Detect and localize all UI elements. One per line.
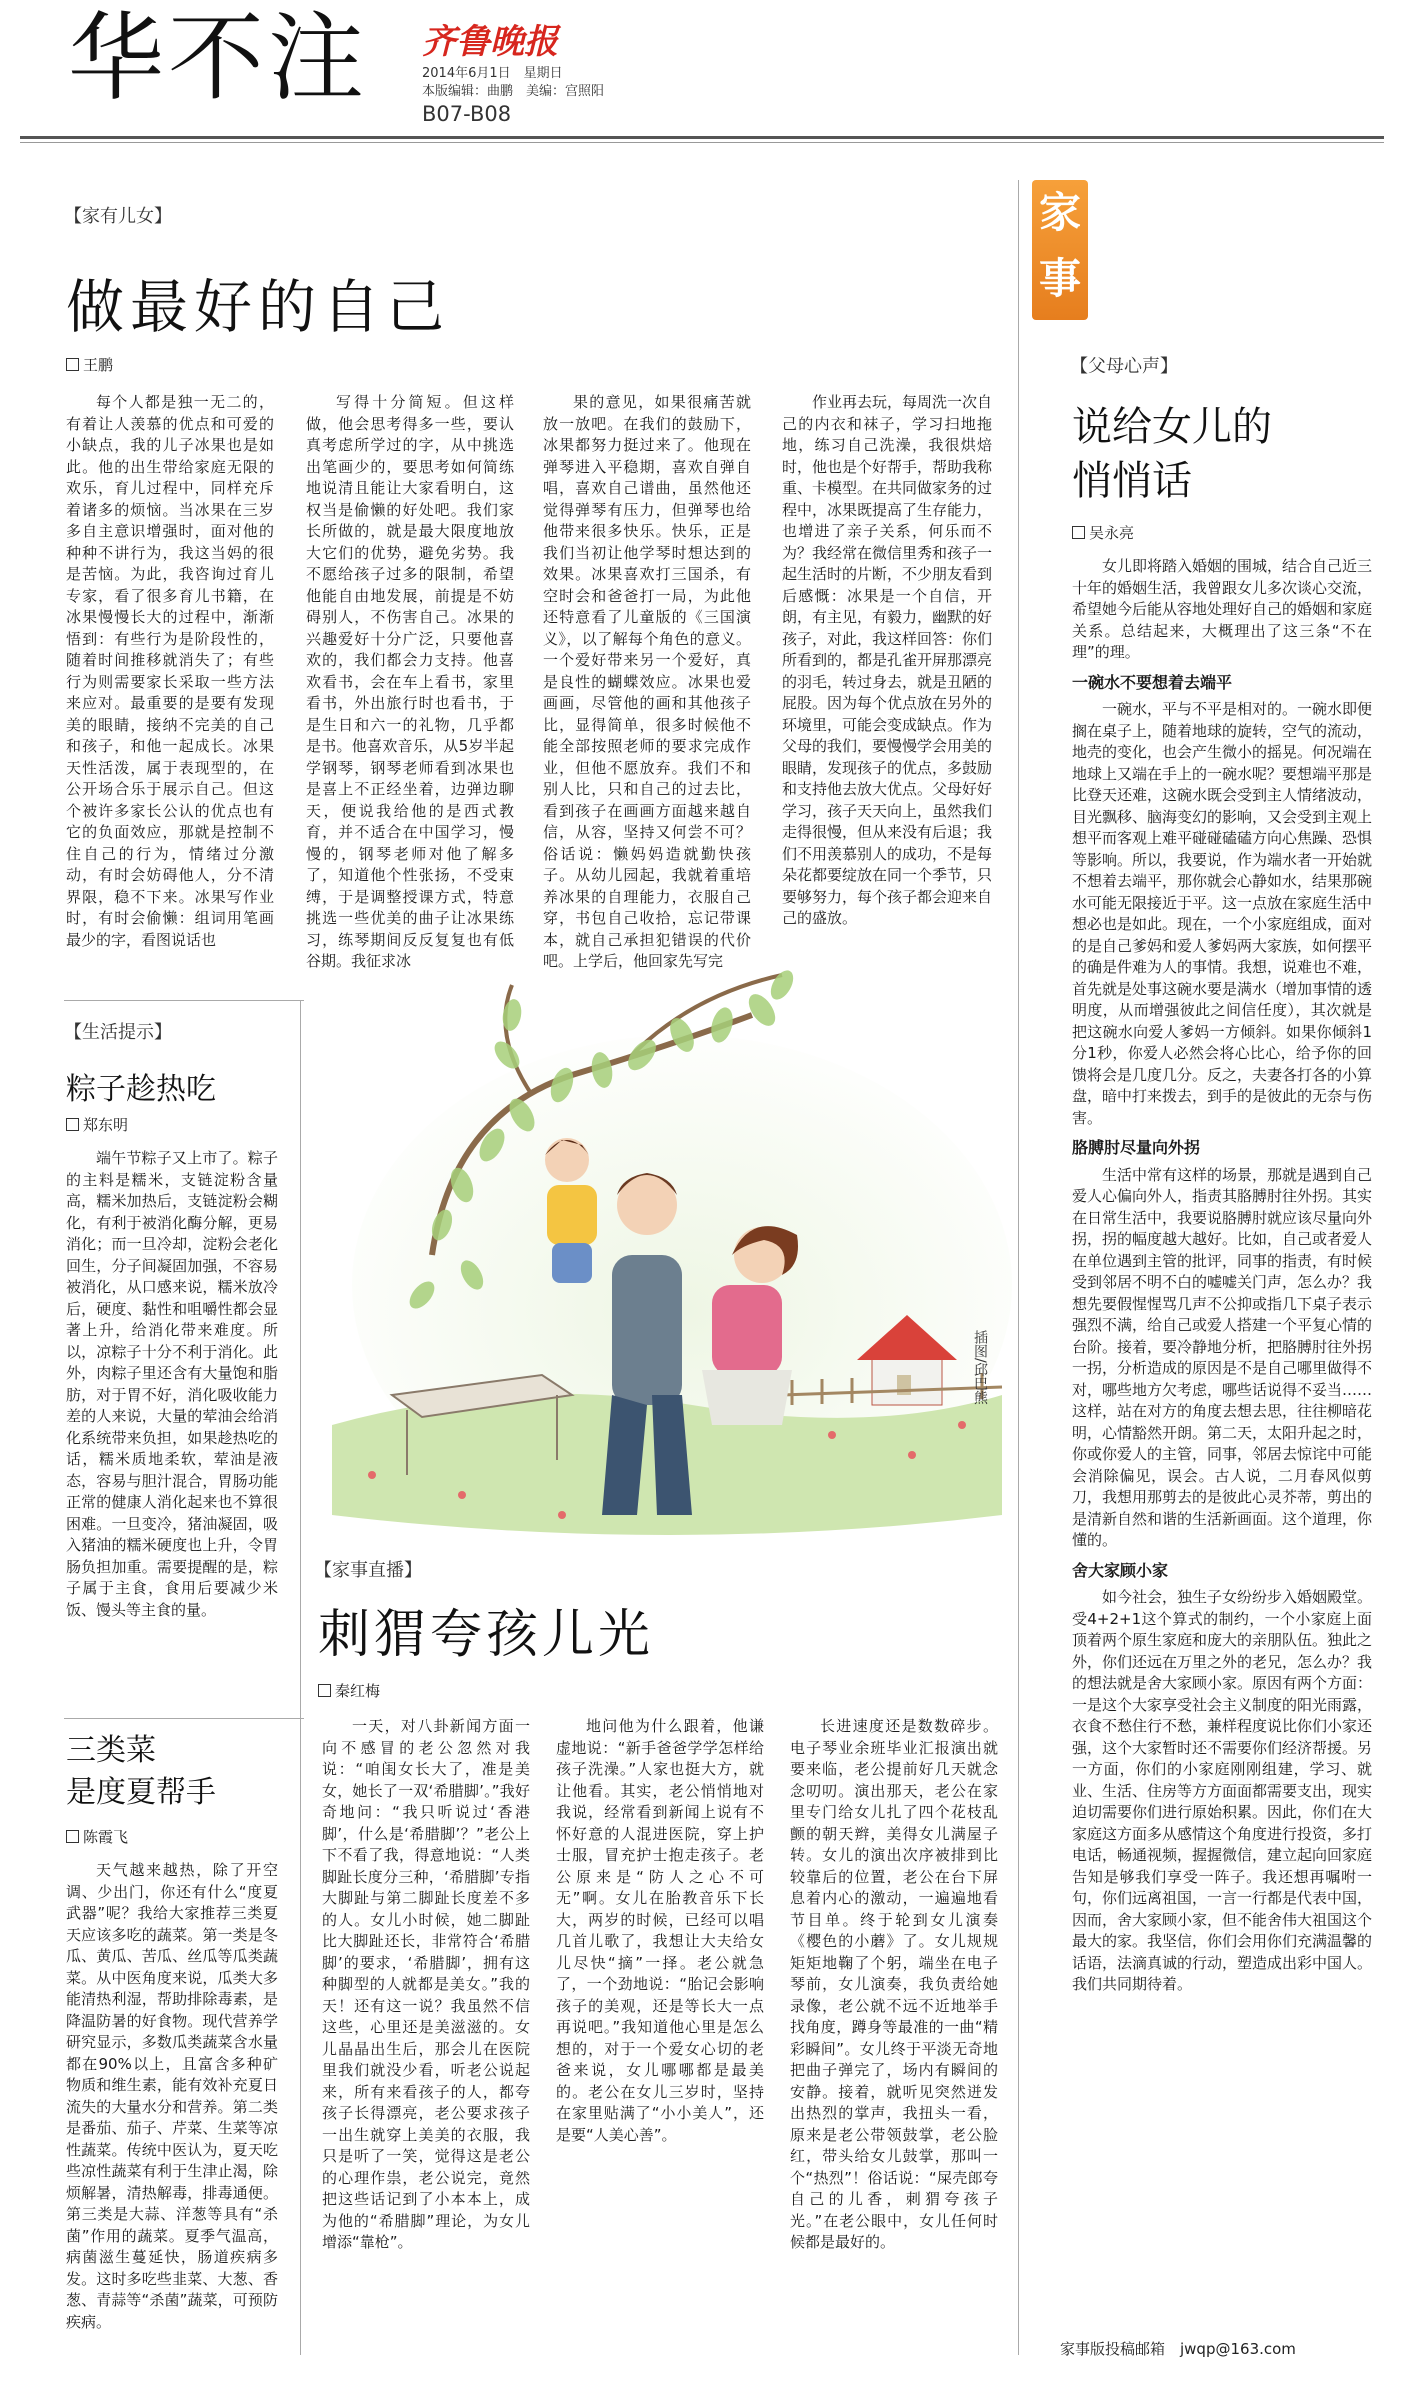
editor-line: 本版编辑：曲鹏 美编：宫照阳 <box>422 84 605 99</box>
page-range: B07-B08 <box>422 102 512 126</box>
father-body <box>1072 556 1372 2336</box>
masthead-rule-thin <box>20 142 1384 143</box>
main-column-3: 果的意见，如果很痛苦就放一放吧。在我们的鼓励下，冰果都努力挺过来了。他现在弹琴进入平稳期，喜欢自弹自唱，喜欢自己谱曲，虽然他还觉得弹琴有压力，但弹琴也给他带来很多快乐。快乐，正是我们当初让他学琴时想达到的效果。冰果喜欢打三国杀，有空时会和爸爸打一局，为此他还特意看了儿童版的《三国演义》，以了解每个角色的意义。一个爱好带来另一个爱好，真是良性的蝴蝶效应。冰果也爱画画，尽管他的画和其他孩子比，显得简单，很多时候他不能全部按照老师的要求完成作业，但他不愿放弃。我们不和别人比，只和自己的过去比，看到孩子在画画方面越来越自信，从容，坚持又何尝不可？俗话说：懒妈妈造就勤快孩子。从幼儿园起，我就着重培养冰果的自理能力，衣服自己穿，书包自己收拾，忘记带课本，就自己承担犯错误的代价吧。上学后，他回家先写完 <box>543 393 751 970</box>
family-illustration <box>312 955 1012 1545</box>
section-title: 华不注 <box>68 2 368 114</box>
father-subhead-1: 一碗水不要想着去端平 <box>1072 672 1233 692</box>
illustration-caption: 插图/邱巴熊 <box>972 1330 988 1405</box>
father-section-2: 生活中常有这样的场景，那就是遇到自己爱人心偏向外人，指责其胳膊肘往外拐。其实在日常生活中，我要说胳膊肘就应该尽量向外拐，拐的幅度越大越好。比如，自己或者爱人在单位遇到主管的批评，同事的指责，有时候受到邻居不明不白的嘘嘘关门声，怎么办？我想先要假惺惺骂几声不公抑或指几下桌子表示强烈不满，给自己或爱人搭建一个平复心情的台阶。接着，要冷静地分析，把胳膊肘往外拐一拐，分析造成的原因是不是自己哪里做得不对，哪些地方欠考虑，哪些话说得不妥当……这样，站在对方的角度去想去思，往往柳暗花明，心情豁然开朗。第二天，太阳升起之时，你或你爱人的主管，同事，邻居去惊诧中可能会消除偏见，误会。古人说，二月春风似剪刀，我想用那剪去的是彼此心灵芥蒂，剪出的是清新自然和谐的生活新画面。这个道理，你懂的。 <box>1072 1165 1373 1549</box>
byline-box-icon <box>66 1118 79 1131</box>
ciwei-byline: 秦红梅 <box>318 1680 380 1701</box>
father-section-1: 一碗水，平与不平是相对的。一碗水即便搁在桌子上，随着地球的旋转，空气的流动，地壳的变化，也会产生微小的摇晃。何况端在地球上又端在手上的一碗水呢？要想端平那是比登天还难，这碗水既会受到主人情绪波动，目光飘移、脑海变幻的影响，又会受到主观上想平而客观上难平碰碰磕磕方向心焦躁、恐惧等影响。所以，我要说，作为端水者一开始就不想着去端平，那你就会心静如水，结果那碗水可能无限接近于平。这一点放在家庭生活中想必也是如此。现在，一个小家庭组成，面对的是自己爹妈和爱人爹妈两大家族，如何摆平的确是件难为人的事情。我想，说难也不难，首先就是处事这碗水要是满水（增加事情的透明度，从而增强彼此之间信任度），其次就是把这碗水向爱人爹妈一方倾斜。如果你倾斜1分1秒，你爱人必然会将心比心，给予你的回馈将会是几度几分。反之，夫妻各打各的小算盘，暗中打来拨去，到手的是彼此的无奈与伤害。 <box>1072 700 1373 1127</box>
byline-box-icon <box>318 1684 331 1697</box>
father-section-3: 如今社会，独生子女纷纷步入婚姻殿堂。受4+2+1这个算式的制约，一个小家庭上面顶着两个原生家庭和庞大的亲朋队伍。独此之外，你们还远在万里之外的老兄，怎么办？我的想法就是舍大家顾小家。原因有两个方面：一是这个大家享受社会主义制度的阳光雨露，衣食不愁住行不愁，兼样程度说比你们小家还强，这个大家暂时还不需要你们经济帮援。另一方面，你们的小家庭刚刚组建，学习、就业、生活、住房等方方面面都需要支出，现实迫切需要你们进行原始积累。因此，你们在大家庭这方面多从感情这个角度进行投资，多打电话，畅通视频，握握微信，建立起向回家庭告知是够我们享受一阵子。我还想再嘱咐一句，你们远离祖国，一言一行都是代表中国，因而，舍大家顾小家，但不能舍伟大祖国这个最大的家。我坚信，你们会用你们充满温馨的话语，法滴真诚的行动，塑造成出彩中国人。我们共同期待着。 <box>1072 1588 1373 1993</box>
cai-body: 天气越来越热，除了开空调、少出门，你还有什么“度夏武器”呢？我给大家推荐三类夏天应该多吃的蔬菜。第一类是冬瓜、黄瓜、苦瓜、丝瓜等瓜类蔬菜。从中医角度来说，瓜类大多能清热利湿，帮助排除毒素，是降温防暑的好食物。现代营养学研究显示，多数瓜类蔬菜含水量都在90%以上，且富含多种矿物质和维生素，能有效补充夏日流失的大量水分和营养。第二类是番茄、茄子、芹菜、生菜等凉性蔬菜。传统中医认为，夏天吃些凉性蔬菜有利于生津止渴，除烦解暑，清热解毒，排毒通便。第三类是大蒜、洋葱等具有“杀菌”作用的蔬菜。夏季气温高，病菌滋生蔓延快，肠道疾病多发。这时多吃些韭菜、大葱、香葱、青蒜等“杀菌”蔬菜，可预防疾病。 <box>66 1861 278 2331</box>
date-line: 2014年6月1日 星期日 <box>422 66 563 81</box>
father-subhead-2: 胳膊肘尽量向外拐 <box>1072 1138 1201 1157</box>
father-subhead-3: 舍大家顾小家 <box>1072 1560 1169 1580</box>
ciwei-column-1: 一天，对八卦新闻方面一向不感冒的老公忽然对我说：“咱闺女长大了，准是美女，她长了一双‘希腊脚’。”我好奇地问：“我只听说过‘香港脚’，什么是‘希腊脚’？”老公上下不看了我，得意地说：“人类脚趾长度分三种，‘希腊脚’专指大脚趾与第二脚趾长度差不多的人。女儿小时候，她二脚趾比大脚趾还长，非常符合‘希腊脚’的要求，‘希腊脚’，拥有这种脚型的人就都是美女。”我的天！还有这一说？我虽然不信这些，心里还是美滋滋的。女儿晶晶出生后，那会儿在医院里我们就没少看，听老公说起来，所有来看孩子的人，都夸孩子长得漂亮，老公要求孩子一出生就穿上美美的衣服，我只是听了一笑，觉得这是老公的心理作祟，老公说完，竟然把这些话记到了小本本上，成为他的“希腊脚”理论，为女儿增添“靠枪”。 <box>322 1717 530 2251</box>
main-byline: 王鹏 <box>66 354 113 375</box>
left-column-divider <box>300 1000 301 2355</box>
father-headline: 说给女儿的 悄悄话 <box>1072 404 1272 504</box>
main-column-4: 作业再去玩，每周洗一次自己的内衣和袜子，学习扫地拖地，练习自己洗澡，我很烘焙时，他也是个好帮手，帮助我称重、卡模型。在共同做家务的过程中，冰果既提高了生存能力，也增进了亲子关系，何乐而不为？我经常在微信里秀和孩子一起生活时的片断，不少朋友看到后感慨：冰果是一个自信，开朗，有主见，有毅力，幽默的好孩子，对此，我这样回答：你们所看到的，都是孔雀开屏那漂亮的羽毛，转过身去，就是丑陋的屁股。因为每个优点放在另外的环境里，可能会变成缺点。作为父母的我们，要慢慢学会用美的眼睛，发现孩子的优点，多鼓励和支持他去放大优点。父母好好学习，孩子天天向上，虽然我们走得很慢，但从来没有后退；我们不用羡慕别人的成功，不是每朵花都要绽放在同一个季节，只要够努力，每个孩子都会迎来自己的盛放。 <box>782 393 993 927</box>
father-byline: 吴永亮 <box>1072 522 1134 543</box>
section-tag-live: 【家事直播】 <box>314 1556 428 1582</box>
cai-byline: 陈霞飞 <box>66 1826 128 1847</box>
byline-box-icon <box>66 358 79 371</box>
main-headline: 做最好的自己 <box>66 273 451 341</box>
masthead-rule <box>20 136 1384 139</box>
main-column-1: 每个人都是独一无二的，有着让人羡慕的优点和可爱的小缺点，我的儿子冰果也是如此。他的出生带给家庭无限的欢乐，育儿过程中，同样充斥着诸多的烦恼。当冰果在三岁多自主意识增强时，面对他的种种不讲行为，我这当妈的很是苦恼。为此，我咨询过育儿专家，看了很多育儿书籍，在冰果慢慢长大的过程中，渐渐悟到：有些行为是阶段性的，随着时间推移就消失了；有些行为则需要家长采取一些方法来应对。最重要的是要有发现美的眼睛，接纳不完美的自己和孩子，和他一起成长。冰果天性活泼，属于表现型的，在公开场合乐于展示自己。但这个被许多家长公认的优点也有它的负面效应，那就是控制不住自己的行为，情绪过分激动，有时会妨碍他人，分不清界限，稳不下来。冰果写作业时，有时会偷懒：组词用笔画最少的字，看图说话也 <box>66 393 274 949</box>
ciwei-headline: 刺猬夸孩儿光 <box>318 1605 655 1665</box>
submission-email: 家事版投稿邮箱 jwqp@163.com <box>1060 2340 1296 2358</box>
byline-box-icon <box>66 1830 79 1843</box>
cai-headline: 三类菜 是度夏帮手 <box>66 1733 216 1810</box>
main-column-2: 写得十分简短。但这样做，他会思考得多一些，要认真考虑所学过的字，从中挑选出笔画少的，要思考如何简练地说清且能让大家看明白，这权当是偷懒的好处吧。我们家长所做的，就是最大限度地放大它们的优势，避免劣势。我不愿给孩子过多的限制，希望他能自由地发展，前提是不妨碍别人，不伤害自己。冰果的兴趣爱好十分广泛，只要他喜欢的，我们都会力支持。他喜欢看书，会在车上看书，家里看书，外出旅行时也看书，于是生日和六一的礼物，几乎都是书。他喜欢音乐，从5岁半起学钢琴，钢琴老师看到冰果也是喜上不正经坐着，边弹边聊天，便说我给他的是西式教育，并不适合在中国学习，慢慢的，钢琴老师对他了解多了，知道他个性张扬，不受束缚，于是调整授课方式，特意挑选一些优美的曲子让冰果练习，练琴期间反反复复也有低谷期。我征求冰 <box>306 393 514 970</box>
section-tag-father: 【父母心声】 <box>1070 356 1178 377</box>
section-divider <box>64 1718 304 1719</box>
section-tag-main: 【家有儿女】 <box>64 206 172 227</box>
ciwei-column-3: 长进速度还是数数碎步。电子琴业余班毕业汇报演出就要来临，老公提前好几天就念念叨叨。演出那天，老公在家里专门给女儿扎了四个花枝乱颤的朝天辫，美得女儿满屋子转。女儿的演出次序被排到比较靠后的位置，老公在台下屏息着内心的激动，一遍遍地看节目单。终于轮到女儿演奏《樱色的小蘑》了。女儿规规矩矩地鞠了个躬，端坐在电子琴前，女儿演奏，我负责给她录像，老公就不远不近地举手找角度，蹲身等最准的一曲“精彩瞬间”。女儿终于平淡无奇地把曲子弹完了，场内有瞬间的安静。接着，就听见突然迸发出热烈的掌声，我扭头一看，原来是老公带领鼓掌，老公脸红，带头给女儿鼓掌，那叫一个“热烈”！俗话说：“屎壳郎夸自己的儿香，刺猬夸孩子光。”在老公眼中，女儿任何时候都是最好的。 <box>790 1717 998 2251</box>
section-badge <box>1032 180 1088 320</box>
column-divider <box>1018 180 1019 2355</box>
byline-box-icon <box>1072 526 1085 539</box>
zongzi-byline: 郑东明 <box>66 1114 128 1135</box>
badge-char-2: 事 <box>1038 254 1081 303</box>
badge-char-1: 家 <box>1038 188 1081 237</box>
father-intro: 女儿即将踏入婚姻的围城，结合自己近三十年的婚姻生活，我曾跟女儿多次谈心交流，希望她今后能从容地处理好自己的婚姻和家庭关系。总结起来，大概理出了这三条“不在理”的理。 <box>1072 557 1373 661</box>
ciwei-column-2: 地问他为什么跟着，他谦虚地说：“新手爸爸学学怎样给孩子洗澡。”人家也挺大方，就让他看。其实，老公悄悄地对我说，经常看到新闻上说有不怀好意的人混进医院，穿上护士服，冒充护士抱走孩子。老公原来是“防人之心不可无”啊。女儿在胎教音乐下长大，两岁的时候，已经可以唱几首儿歌了，我想让大夫给女儿尽快“摘”一择。老公就急了，一个劲地说：“胎记会影响孩子的美观，还是等长大一点再说吧。”我知道他心里是怎么想的，对于一个爱女心切的老爸来说，女儿哪哪都是最美的。老公在女儿三岁时，坚持在家里贴满了“小小美人”，还是要“人美心善”。 <box>556 1717 764 2144</box>
section-tag-tip: 【生活提示】 <box>64 1022 172 1043</box>
zongzi-headline: 粽子趁热吃 <box>66 1072 216 1107</box>
newspaper-name: 齐鲁晚报 <box>422 22 558 62</box>
section-divider <box>64 1000 304 1001</box>
zongzi-body: 端午节粽子又上市了。粽子的主料是糯米，支链淀粉含量高，糯米加热后，支链淀粉会糊化，有利于被消化酶分解，更易消化；而一旦冷却，淀粉会老化回生，分子间凝固加强，不容易被消化，从口感来说，糯米放冷后，硬度、黏性和咀嚼性都会显著上升，给消化带来难度。所以，凉粽子十分不利于消化。此外，肉粽子里还含有大量饱和脂肪，对于胃不好，消化吸收能力差的人来说，大量的荤油会给消化系统带来负担，如果趁热吃的话，糯米质地柔软，荤油是液态，容易与胆汁混合，胃肠功能正常的健康人消化起来也不算很困难。一旦变冷，猪油凝固，吸入猪油的糯米硬度也上升，令胃肠负担加重。需要提醒的是，粽子属于主食，食用后要减少米饭、馒头等主食的量。 <box>66 1149 278 1619</box>
